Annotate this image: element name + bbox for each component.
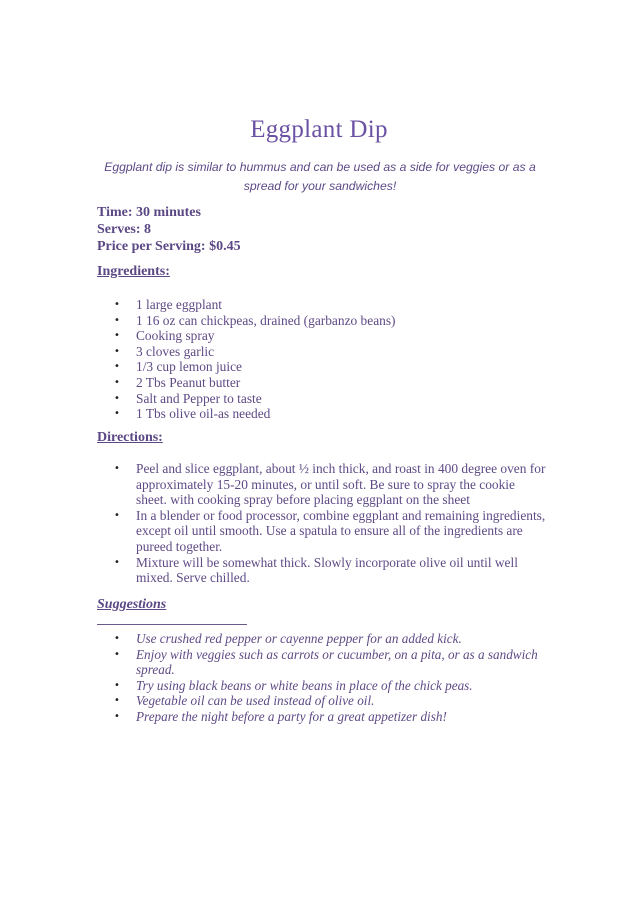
bullet-icon: •	[114, 509, 120, 521]
list-item: • 1 16 oz can chickpeas, drained (garbanzo beans)	[114, 312, 396, 328]
list-item: • Prepare the night before a party for a great appetizer dish!	[114, 708, 447, 724]
bullet-icon: •	[114, 376, 120, 388]
bullet-icon: •	[114, 463, 120, 474]
list-item: • Mixture will be somewhat thick. Slowly incorporate olive oil until well mixed. Serve chilled.	[114, 554, 518, 586]
bullet-icon: •	[114, 361, 120, 373]
suggestions-heading: Suggestions	[97, 597, 167, 612]
bullet-icon: •	[114, 648, 120, 660]
serves-line: Serves: 8	[97, 222, 152, 237]
suggestions-list	[112, 631, 548, 725]
list-item: • 1 Tbs olive oil-as needed	[114, 406, 271, 422]
bullet-icon: •	[114, 695, 120, 707]
list-item: • 3 cloves garlic	[114, 343, 215, 359]
ingredients-heading: Ingredients:	[97, 264, 170, 279]
recipe-meta	[97, 204, 241, 255]
suggestions-divider	[97, 624, 247, 625]
bullet-icon: •	[114, 392, 120, 404]
bullet-icon: •	[114, 314, 120, 326]
list-item: • In a blender or food processor, combine eggplant and remaining ingredients, except oil until smooth. Use a spatula to ensure all of the ingredients are pureed together.	[114, 507, 546, 554]
bullet-icon: •	[114, 556, 120, 568]
directions-list	[112, 461, 548, 586]
list-item: • Cooking spray	[114, 328, 215, 344]
bullet-icon: •	[114, 345, 120, 357]
bullet-icon: •	[114, 408, 120, 420]
ingredients-list	[112, 297, 532, 422]
recipe-intro: Eggplant dip is similar to hummus and can be used as a side for veggies or as a spread for your sandwiches!	[104, 160, 536, 193]
list-item: • Enjoy with veggies such as carrots or cucumber, on a pita, or as a sandwich spread.	[114, 646, 538, 678]
bullet-icon: •	[114, 299, 120, 310]
bullet-icon: •	[114, 633, 120, 644]
time-line: Time: 30 minutes	[97, 205, 201, 220]
bullet-icon: •	[114, 679, 120, 691]
list-item: • Peel and slice eggplant, about ½ inch thick, and roast in 400 degree oven for approximately 15-20 minutes, or until soft. Be sure to spray the cookie sheet. with cooking spray before placing eggplant on the sheet	[114, 461, 546, 508]
list-item: • Try using black beans or white beans in place of the chick peas.	[114, 677, 473, 693]
directions-heading: Directions:	[97, 430, 163, 445]
bullet-icon: •	[114, 330, 120, 342]
price-line: Price per Serving: $0.45	[97, 239, 241, 254]
list-item: • 2 Tbs Peanut butter	[114, 374, 241, 390]
list-item: • Salt and Pepper to taste	[114, 390, 262, 406]
recipe-title: Eggplant Dip	[250, 116, 388, 143]
bullet-icon: •	[114, 710, 120, 722]
list-item: • Vegetable oil can be used instead of olive oil.	[114, 693, 375, 709]
list-item: • 1/3 cup lemon juice	[114, 359, 242, 375]
list-item: • 1 large eggplant	[114, 297, 223, 312]
list-item: • Use crushed red pepper or cayenne pepper for an added kick.	[114, 631, 462, 646]
